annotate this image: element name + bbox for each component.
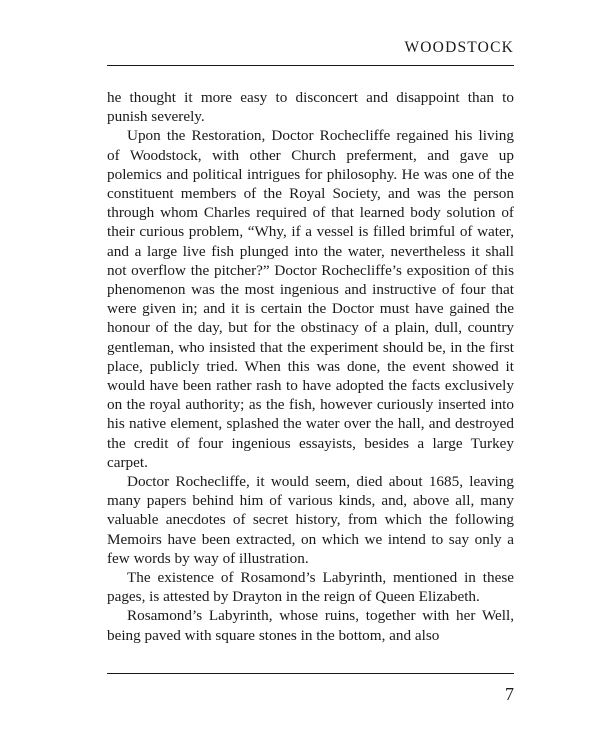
- paragraph-death: Doctor Rochecliffe, it would seem, died about 1685, leaving many papers behind him of various kinds, and, above all, many valuable anecdotes of secret history, from which the following Memoirs have been extracted, on which we intend to say only a few words by way of illustration.: [107, 473, 514, 567]
- paragraph-labyrinth: The existence of Rosamond’s Labyrinth, mentioned in these pages, is attested by Drayton in the reign of Queen Elizabeth.: [107, 569, 514, 606]
- footer-rule: [107, 673, 514, 674]
- body-text: [107, 88, 514, 645]
- paragraph-continuation: he thought it more easy to disconcert and disappoint than to punish severely.: [107, 89, 514, 126]
- running-head-title: WOODSTOCK: [404, 39, 514, 56]
- header-rule: [107, 65, 514, 66]
- paragraph-restoration: Upon the Restoration, Doctor Rochecliffe regained his living of Woodstock, with other Church preferment, and gave up polemics and political intrigues for philosophy. He was one of the constituent members of the Royal Society, and was the person through whom Charles required of that learned body solution of their curious problem, “Why, if a vessel is filled brimful of water, and a large live fish plunged into the water, nevertheless it shall not overflow the pitcher?” Doctor Rochecliffe’s exposition of this phenomenon was the most ingenious and instructive of four that were given in; and it is certain the Doctor must have gained the honour of the day, but for the obstinacy of a plain, dull, country gentleman, who insisted that the experiment should be, in the first place, publicly tried. When this was done, the event showed it would have been rather rash to have adopted the facts exclusively on the royal authority; as the fish, however curiously inserted into his native element, splashed the water over the hall, and destroyed the credit of four ingenious essayists, besides a large Turkey carpet.: [107, 127, 514, 471]
- page-number: 7: [505, 684, 514, 704]
- paragraph-ruins: Rosamond’s Labyrinth, whose ruins, together with her Well, being paved with square stones in the bottom, and also: [107, 607, 514, 644]
